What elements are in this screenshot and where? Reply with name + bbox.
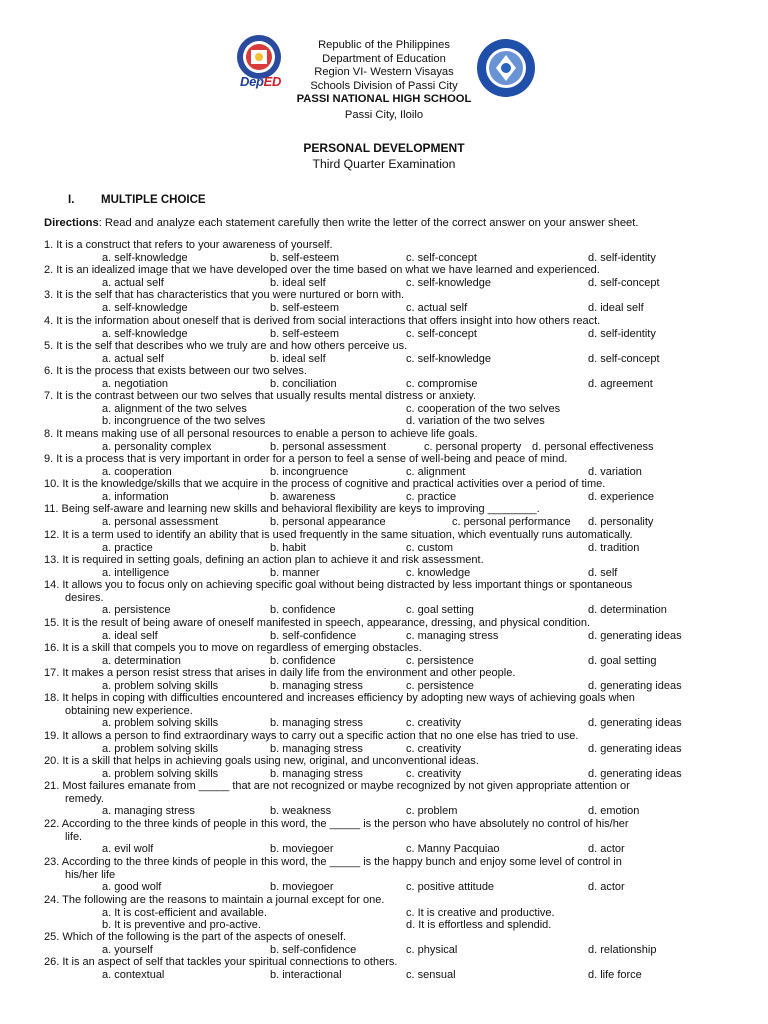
answer-option: b. habit (270, 541, 307, 554)
answer-option: d. relationship (588, 943, 657, 956)
question-item (44, 554, 734, 567)
answer-option: d. variation of the two selves (406, 415, 545, 428)
school-city: Passi City, Iloilo (344, 108, 424, 121)
answer-option: c. self-knowledge (406, 352, 491, 365)
answer-option: b. incongruence of the two selves (102, 415, 266, 428)
answer-option: d. actor (588, 843, 625, 856)
question-item (44, 730, 734, 743)
answer-option: d. emotion (588, 805, 640, 818)
question-text: 10. It is the knowledge/skills that we acquire in the process of cognitive and practical activities over a period of time. (44, 478, 606, 490)
answer-option: b. managing stress (270, 742, 363, 755)
answer-option: a. actual self (102, 276, 164, 289)
question-text: 20. It is a skill that helps in achieving goals using new, original, and unconventional ideas. (44, 755, 479, 767)
answer-option: a. determination (102, 654, 181, 667)
answer-option: a. contextual (102, 968, 165, 981)
answer-option: a. persistence (102, 604, 171, 617)
section-title: MULTIPLE CHOICE (101, 194, 206, 206)
answer-option: d. self-identity (588, 251, 656, 264)
answer-option: a. problem solving skills (102, 742, 219, 755)
answer-option: c. compromise (406, 377, 478, 390)
question-text: 22. According to the three kinds of people in this word, the _____ is the person who have absolutely no control of his/her (44, 818, 629, 830)
answer-option: b. confidence (270, 604, 336, 617)
answer-option: b. self-esteem (270, 327, 340, 340)
directions-text: : Read and analyze each statement carefully then write the letter of the correct answer on your answer sheet. (98, 217, 639, 229)
question-item (44, 956, 734, 969)
header-line: Region VI- Western Visayas (314, 66, 454, 78)
question-text: 18. It helps in coping with difficulties encountered and increases efficiency by adopting new ways of achieving goals when (44, 692, 635, 704)
answer-option: b. conciliation (270, 377, 337, 390)
answer-option: b. moviegoer (270, 843, 334, 856)
answer-option: d. self-identity (588, 327, 656, 340)
answer-option: a. evil wolf (102, 843, 154, 856)
section-number: I. (68, 194, 75, 206)
question-text: 5. It is the self that describes who we truly are and how others perceive us. (44, 340, 408, 352)
question-item (44, 503, 734, 516)
answer-option: c. cooperation of the two selves (406, 402, 561, 415)
answer-option: b. incongruence (270, 465, 349, 478)
letterhead (0, 39, 768, 122)
question-text: 23. According to the three kinds of people in this word, the _____ is the happy bunch and enjoy some level of control in (44, 856, 622, 868)
question-item (44, 692, 734, 717)
answer-option: c. managing stress (406, 629, 499, 642)
answer-option: d. agreement (588, 377, 653, 390)
answer-option: a. negotiation (102, 377, 169, 390)
question-text: 1. It is a construct that refers to your awareness of yourself. (44, 239, 333, 251)
answer-option: a. personal assessment (102, 515, 219, 528)
answer-option: d. ideal self (588, 301, 644, 314)
answer-option: d. self-concept (588, 276, 660, 289)
answer-option: b. managing stress (270, 717, 363, 730)
question-text-continued: obtaining new experience. (65, 704, 193, 717)
answer-option: c. creativity (406, 742, 462, 755)
question-item (44, 755, 734, 768)
school-name: PASSI NATIONAL HIGH SCHOOL (296, 93, 472, 105)
answer-option: a. self-knowledge (102, 251, 188, 264)
answer-option: d. It is effortless and splendid. (406, 919, 552, 932)
question-text-continued: his/her life (65, 868, 116, 881)
answer-option: d. generating ideas (588, 679, 682, 692)
answer-option: c. actual self (406, 301, 468, 314)
answer-option: d. variation (588, 465, 642, 478)
answer-option: c. positive attitude (406, 881, 495, 894)
question-text: 25. Which of the following is the part of the aspects of oneself. (44, 931, 347, 943)
exam-title-block (0, 141, 768, 171)
answer-option: a. alignment of the two selves (102, 402, 247, 415)
directions-label: Directions (44, 217, 99, 229)
answer-option: c. creativity (406, 717, 462, 730)
question-text-continued: desires. (65, 591, 104, 604)
question-item (44, 894, 734, 907)
answer-option: b. awareness (270, 490, 336, 503)
question-text: 17. It makes a person resist stress that arises in daily life from the environment and other people. (44, 667, 516, 679)
answer-option: b. interactional (270, 968, 342, 981)
question-text: 8. It means making use of all personal resources to enable a person to achieve life goals. (44, 428, 478, 440)
answer-option: b. ideal self (270, 352, 326, 365)
answer-option: c. knowledge (406, 566, 471, 579)
header-line: Department of Education (322, 52, 446, 65)
answer-option: c. personal property (424, 440, 522, 453)
answer-option: b. ideal self (270, 276, 326, 289)
answer-option: b. confidence (270, 654, 336, 667)
answer-option: d. generating ideas (588, 767, 682, 780)
answer-option: d. personal effectiveness (532, 440, 654, 453)
question-item (44, 579, 734, 604)
answer-option: c. self-knowledge (406, 276, 491, 289)
question-item (44, 315, 734, 328)
section-heading (68, 194, 206, 206)
question-text-continued: life. (65, 830, 83, 843)
answer-option: b. self-esteem (270, 251, 340, 264)
question-item (44, 365, 734, 378)
question-text: 6. It is the process that exists between our two selves. (44, 365, 307, 377)
question-text-continued: remedy. (65, 792, 104, 805)
answer-option: d. self (588, 566, 618, 579)
answer-option: c. alignment (406, 465, 466, 478)
question-item (44, 340, 734, 353)
answer-option: d. experience (588, 490, 655, 503)
question-item (44, 428, 734, 441)
answer-option: a. information (102, 490, 169, 503)
answer-option: a. ideal self (102, 629, 158, 642)
answer-option: a. problem solving skills (102, 717, 219, 730)
answer-option: c. problem (406, 805, 458, 818)
answer-option: d. generating ideas (588, 629, 682, 642)
answer-option: a. problem solving skills (102, 679, 219, 692)
school-seal-logo (476, 38, 536, 98)
question-item (44, 667, 734, 680)
answer-option: a. cooperation (102, 465, 172, 478)
answer-option: c. sensual (406, 968, 456, 981)
answer-option: c. custom (406, 541, 454, 554)
question-text: 19. It allows a person to find extraordinary ways to carry out a specific action that no one else has tried to use. (44, 730, 579, 742)
answer-option: a. It is cost-efficient and available. (102, 906, 267, 919)
answer-option: c. goal setting (406, 604, 474, 617)
question-text: 16. It is a skill that compels you to move on regardless of emerging obstacles. (44, 642, 422, 654)
question-text: 14. It allows you to focus only on achieving specific goal without being distracted by less important things or spontaneous (44, 579, 633, 591)
answer-option: c. practice (406, 490, 457, 503)
answer-option: a. personality complex (102, 440, 212, 453)
answer-option: c. Manny Pacquiao (406, 843, 500, 856)
answer-option: b. manner (270, 566, 320, 579)
question-item (44, 478, 734, 491)
answer-option: b. self-confidence (270, 629, 357, 642)
answer-option: d. personality (588, 515, 654, 528)
answer-option: c. self-concept (406, 251, 477, 264)
answer-option: d. generating ideas (588, 717, 682, 730)
exam-title: Third Quarter Examination (312, 157, 456, 171)
answer-option: c. personal performance (452, 515, 571, 528)
answer-option: d. tradition (588, 541, 640, 554)
question-item (44, 617, 734, 630)
answer-option: a. good wolf (102, 881, 162, 894)
question-item (44, 931, 734, 944)
question-text: 24. The following are the reasons to maintain a journal except for one. (44, 894, 385, 906)
answer-option: a. self-knowledge (102, 327, 188, 340)
answer-option: d. generating ideas (588, 742, 682, 755)
answer-option: b. personal appearance (270, 515, 386, 528)
answer-option: d. self-concept (588, 352, 660, 365)
answer-option: c. It is creative and productive. (406, 906, 555, 919)
directions (44, 217, 639, 229)
answer-option: b. managing stress (270, 679, 363, 692)
question-text: 26. It is an aspect of self that tackles your spiritual connections to others. (44, 956, 398, 968)
question-text: 3. It is the self that has characteristics that you were nurtured or born with. (44, 289, 405, 301)
answer-option: b. It is preventive and pro-active. (102, 919, 261, 932)
answer-option: b. weakness (270, 805, 332, 818)
answer-option: a. managing stress (102, 805, 195, 818)
question-item (44, 390, 734, 403)
question-item (44, 529, 734, 542)
answer-option: b. moviegoer (270, 881, 334, 894)
question-text: 11. Being self-aware and learning new skills and behavioral flexibility are keys to improving ________. (44, 503, 540, 515)
question-item (44, 780, 734, 805)
question-item (44, 818, 734, 843)
answer-option: a. problem solving skills (102, 767, 219, 780)
question-text: 12. It is a term used to identify an ability that is used frequently in the same situation, which eventually runs automatically. (44, 529, 633, 541)
answer-option: d. goal setting (588, 654, 657, 667)
answer-option: d. actor (588, 881, 625, 894)
question-item (44, 453, 734, 466)
answer-option: a. practice (102, 541, 153, 554)
answer-option: b. managing stress (270, 767, 363, 780)
question-text: 21. Most failures emanate from _____ that are not recognized or maybe recognized by not given appropriate attention or (44, 780, 630, 792)
answer-option: d. life force (588, 968, 642, 981)
question-text: 13. It is required in setting goals, defining an action plan to achieve it and risk assessment. (44, 554, 484, 566)
question-item (44, 239, 734, 252)
answer-option: c. physical (406, 943, 458, 956)
deped-wordmark-logo: DepED (240, 74, 282, 89)
answer-option: c. self-concept (406, 327, 477, 340)
subject-title: PERSONAL DEVELOPMENT (303, 141, 465, 155)
answer-option: a. intelligence (102, 566, 170, 579)
question-item (44, 856, 734, 881)
answer-option: c. persistence (406, 679, 474, 692)
answer-option: a. yourself (102, 943, 153, 956)
question-text: 4. It is the information about oneself that is derived from social interactions that offers insight into how others react. (44, 315, 601, 327)
answer-option: d. determination (588, 604, 667, 617)
answer-option: a. actual self (102, 352, 164, 365)
question-text: 2. It is an idealized image that we have developed over the time based on what we have learned and experienced. (44, 264, 600, 276)
answer-option: a. self-knowledge (102, 301, 188, 314)
answer-option: c. persistence (406, 654, 474, 667)
header-line: Republic of the Philippines (318, 39, 450, 51)
answer-option: b. self-confidence (270, 943, 357, 956)
answer-option: b. self-esteem (270, 301, 340, 314)
answer-option: b. personal assessment (270, 440, 387, 453)
question-item (44, 264, 734, 277)
question-item (44, 642, 734, 655)
header-line: Schools Division of Passi City (310, 79, 458, 92)
answer-option: c. creativity (406, 767, 462, 780)
question-item (44, 289, 734, 302)
question-text: 9. It is a process that is very important in order for a person to feel a sense of well-being and peace of mind. (44, 453, 568, 465)
question-text: 15. It is the result of being aware of oneself manifested in speech, appearance, dressing, and physical condition. (44, 617, 591, 629)
question-text: 7. It is the contrast between our two selves that usually results mental distress or anxiety. (44, 390, 477, 402)
